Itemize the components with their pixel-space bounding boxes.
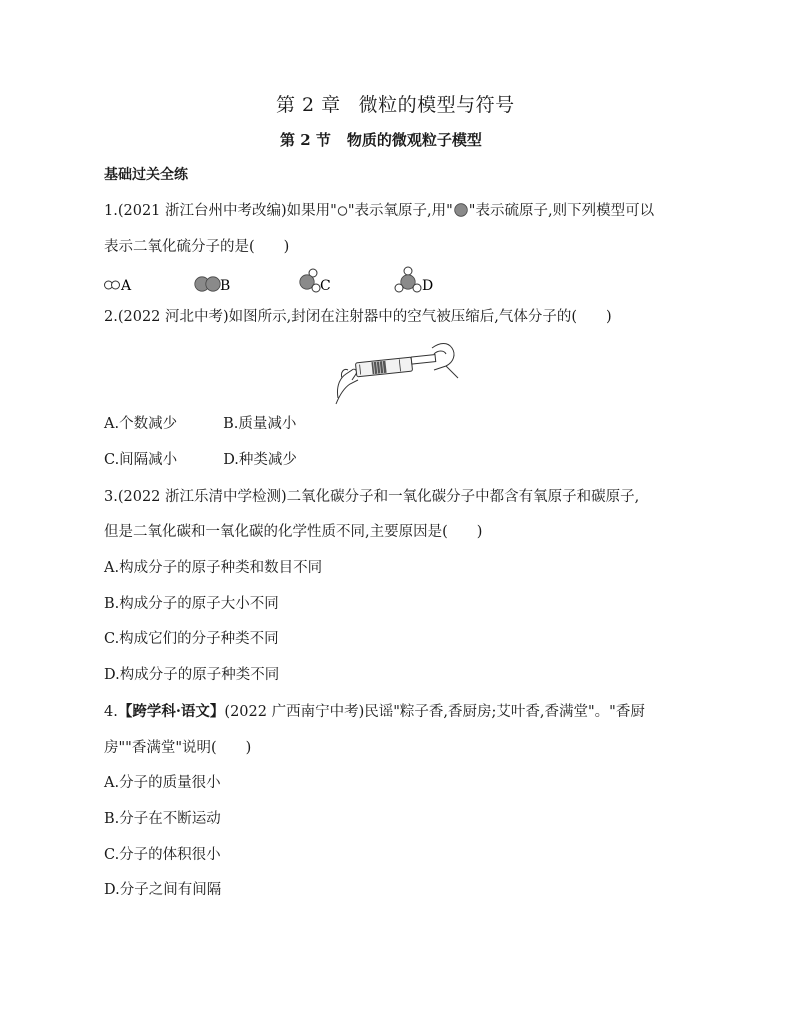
question-1-stem-c: "表示硫原子,则下列模型可以 <box>468 203 655 219</box>
question-1-line-1 <box>104 201 654 221</box>
section-number: 第 2 节 <box>280 131 331 149</box>
question-2-number: 2. <box>104 309 118 325</box>
question-1-options <box>100 264 440 296</box>
section-name: 物质的微观粒子模型 <box>346 131 482 149</box>
question-2-text: (2022 河北中考)如图所示,封闭在注射器中的空气被压缩后,气体分子的( ) <box>117 309 612 325</box>
question-4-option-d: D.分子之间有间隔 <box>104 882 222 898</box>
question-3-text-1: (2022 浙江乐清中学检测)二氧化碳分子和一氧化碳分子中都含有氧原子和碳原子, <box>117 489 640 505</box>
question-3-option-b: B.构成分子的原子大小不同 <box>104 596 279 612</box>
question-3-line-1 <box>104 487 639 507</box>
question-2-stem <box>104 307 612 327</box>
chapter-number: 第 2 章 <box>276 94 341 116</box>
question-4-option-a: A.分子的质量很小 <box>104 775 221 791</box>
question-1-stem-b: "表示氧原子,用" <box>347 203 453 219</box>
question-2-options-row-2 <box>104 450 297 470</box>
section-title <box>280 129 482 150</box>
sulfur-atom-icon <box>453 203 469 217</box>
question-2-options-row-1 <box>104 414 296 434</box>
question-2-option-a: A.个数减少 <box>104 416 178 432</box>
question-3-line-2: 但是二氧化碳和一氧化碳的化学性质不同,主要原因是( ) <box>104 524 483 540</box>
option-d-label: D <box>422 278 434 294</box>
question-4-line-2: 房""香满堂"说明( ) <box>104 740 252 756</box>
option-b-label: B <box>220 278 231 294</box>
question-2-option-c: C.间隔减小 <box>104 452 178 468</box>
question-4-tag: 【跨学科·语文】 <box>117 703 225 720</box>
syringe-illustration <box>334 334 460 406</box>
question-3-number: 3. <box>104 489 118 505</box>
option-c-molecule-icon <box>300 269 320 292</box>
chapter-title <box>276 90 515 117</box>
question-2-option-b: B.质量减小 <box>223 416 297 432</box>
question-3-option-c: C.构成它们的分子种类不同 <box>104 631 279 647</box>
question-4-text-1: (2022 广西南宁中考)民谣"粽子香,香厨房;艾叶香,香满堂"。"香厨 <box>224 704 645 720</box>
question-1-stem-a: (2021 浙江台州中考改编)如果用" <box>117 203 337 219</box>
question-4-option-c: C.分子的体积很小 <box>104 847 221 863</box>
option-a-label: A <box>121 278 132 294</box>
section-heading: 基础过关全练 <box>104 167 188 183</box>
question-4-number: 4. <box>104 704 118 720</box>
question-4-line-1 <box>104 702 645 722</box>
oxygen-atom-icon <box>337 205 348 217</box>
question-4-option-b: B.分子在不断运动 <box>104 811 221 827</box>
option-b-molecule-icon <box>195 277 220 291</box>
option-d-molecule-icon <box>395 267 421 292</box>
chapter-name: 微粒的模型与符号 <box>358 94 515 116</box>
question-1-number: 1. <box>104 203 118 219</box>
question-1-line-2: 表示二氧化硫分子的是( ) <box>104 239 290 255</box>
option-a-molecule-icon <box>105 281 120 289</box>
question-3-option-a: A.构成分子的原子种类和数目不同 <box>104 560 323 576</box>
option-c-label: C <box>320 278 331 294</box>
question-3-option-d: D.构成分子的原子种类不同 <box>104 667 280 683</box>
question-2-option-d: D.种类减少 <box>223 452 297 468</box>
